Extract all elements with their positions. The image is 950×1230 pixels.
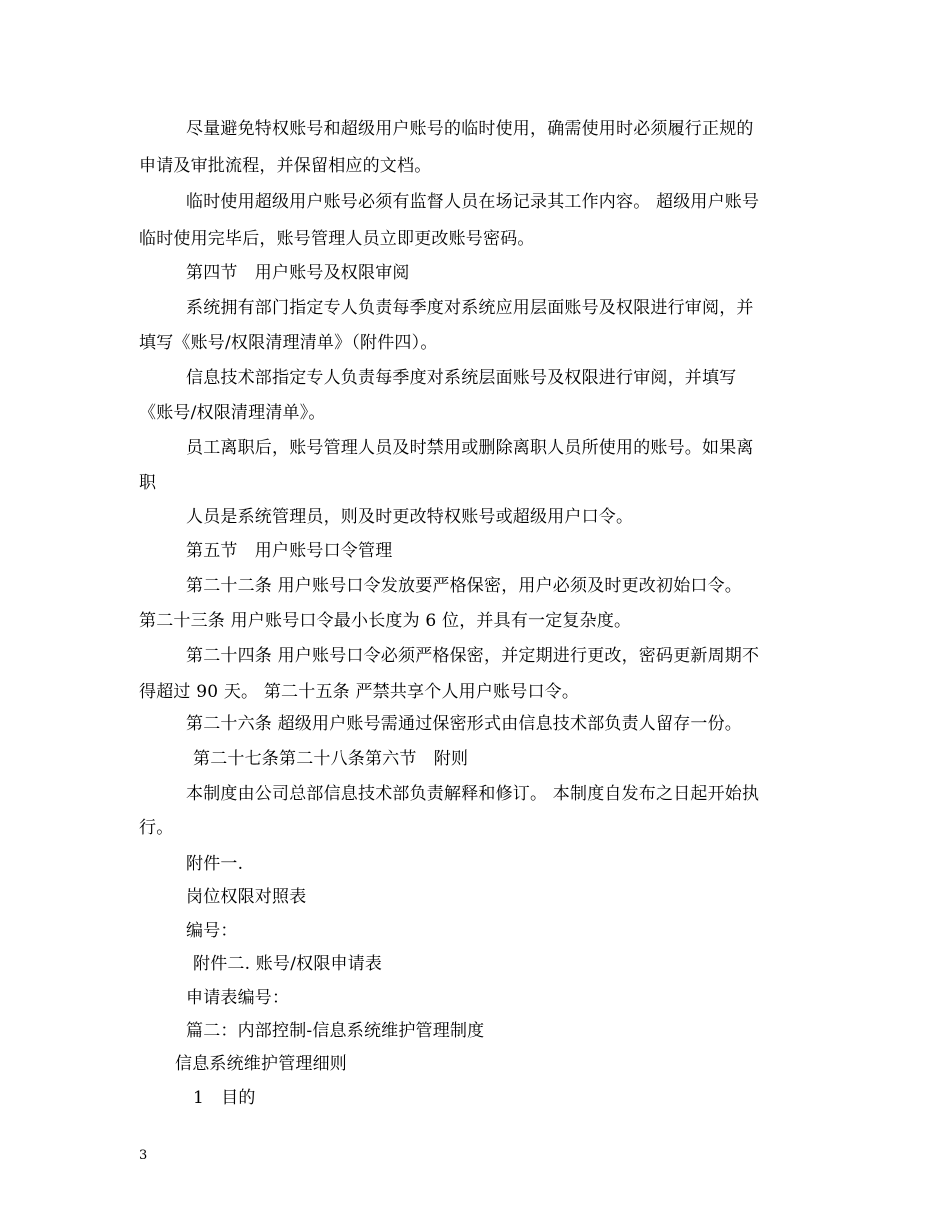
chapter-heading: 篇二：内部控制-信息系统维护管理制度 <box>186 1021 485 1041</box>
text-line: 临时使用超级用户账号必须有监督人员在场记录其工作内容。 超级用户账号 <box>186 192 760 212</box>
document-title: 信息系统维护管理细则 <box>175 1054 347 1074</box>
text-line: 行。 <box>139 818 174 838</box>
attachment-label: 附件一. <box>186 854 244 874</box>
text-line: 第二十六条 超级用户账号需通过保密形式由信息技术部负责人留存一份。 <box>186 714 743 734</box>
text-line: 《账号/权限清理清单》。 <box>139 403 326 423</box>
text-line: 信息技术部指定专人负责每季度对系统层面账号及权限进行审阅，并填写 <box>186 368 737 388</box>
text-line: 第二十三条 用户账号口令最小长度为 6 位，并具有一定复杂度。 <box>139 611 632 631</box>
text-line: 得超过 90 天。 第二十五条 严禁共享个人用户账号口令。 <box>139 682 580 702</box>
form-number-label: 编号： <box>186 921 238 941</box>
text-line: 职 <box>139 473 157 493</box>
text-line: 临时使用完毕后，账号管理人员立即更改账号密码。 <box>139 229 535 249</box>
text-line: 第二十四条 用户账号口令必须严格保密，并定期进行更改，密码更新周期不 <box>186 646 760 666</box>
form-number-label: 申请表编号： <box>186 988 290 1008</box>
text-line: 系统拥有部门指定专人负责每季度对系统应用层面账号及权限进行审阅，并 <box>186 298 754 318</box>
section-heading: 1 目的 <box>193 1088 256 1108</box>
section-heading: 第四节 用户账号及权限审阅 <box>186 263 410 283</box>
page-number: 3 <box>139 1148 148 1163</box>
text-line: 申请及审批流程，并保留相应的文档。 <box>139 156 432 176</box>
text-line: 尽量避免特权账号和超级用户账号的临时使用，确需使用时必须履行正规的 <box>186 119 754 139</box>
attachment-title: 岗位权限对照表 <box>186 887 307 907</box>
attachment-label: 附件二. 账号/权限申请表 <box>193 954 383 974</box>
text-line: 本制度由公司总部信息技术部负责解释和修订。 本制度自发布之日起开始执 <box>186 784 760 804</box>
section-heading: 第二十七条第二十八条第六节 附则 <box>193 749 469 769</box>
text-line: 第二十二条 用户账号口令发放要严格保密，用户必须及时更改初始口令。 <box>186 576 743 596</box>
text-line: 员工离职后，账号管理人员及时禁用或删除离职人员所使用的账号。如果离 <box>186 438 754 458</box>
text-line: 人员是系统管理员，则及时更改特权账号或超级用户口令。 <box>186 507 634 527</box>
section-heading: 第五节 用户账号口令管理 <box>186 541 393 561</box>
text-line: 填写《账号/权限清理清单》（附件四）。 <box>139 333 438 353</box>
